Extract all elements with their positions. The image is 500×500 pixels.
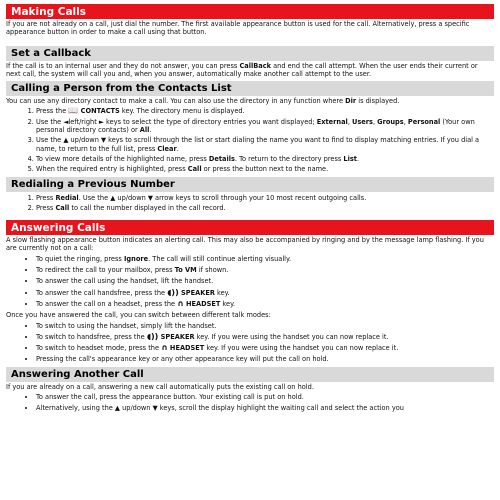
section-heading-answering-another-call: Answering Another Call [6, 367, 494, 382]
list-item: • Pressing the call's appearance key or any other appearance key will put the call on hold. [36, 355, 494, 363]
another-call-bullets [6, 393, 494, 413]
list-item: • To answer the call handsfree, press the ◖)) SPEAKER key. [36, 289, 494, 297]
list-item: • Alternatively, using the ▲ up/down ▼ keys, scroll the display highlight the waiting call and select the action you [36, 404, 494, 412]
talk-mode-bullets [6, 322, 494, 364]
section-heading-set-callback: Set a Callback [6, 46, 494, 61]
contacts-book-icon: 📖 [68, 106, 79, 116]
making-calls-text: If you are not already on a call, just dial the number. The first available appearance button is used for the call. Alternatively, press a specific appearance button in order to make a call using that button. [6, 20, 470, 37]
list-item: • To answer the call, press the appearance button. Your existing call is put on hold. [36, 393, 494, 401]
speaker-icon: ◖)) [167, 287, 179, 297]
page [6, 0, 494, 413]
headset-icon: ∩ [177, 298, 184, 308]
speaker-icon: ◖)) [146, 331, 159, 341]
list-item: 2. Press Call to call the number displayed in the call record. [36, 204, 494, 212]
list-item: • To switch to using the handset, simply lift the handset. [36, 322, 494, 330]
answering-intro: A slow flashing appearance button indicates an alerting call. This may also be accompanied by ringing and by the message lamp flashing. If you are currently not on a call: [6, 236, 484, 253]
list-item: 5. When the required entry is highlighted, press Call or press the button next to the name. [36, 165, 494, 173]
list-item: 2. Use the ◄left/right ► keys to select the type of directory entries you want displayed; External, Users, Groups, Personal (Your own personal directory contacts) or All. [36, 118, 494, 135]
section-heading-answering-calls: Answering Calls [6, 220, 494, 235]
answering-bullets [6, 255, 494, 308]
list-item: • To switch to headset mode, press the ∩ HEADSET key. If you were using the handset you can now replace it. [36, 344, 494, 352]
contacts-steps [6, 107, 494, 173]
list-item: 4. To view more details of the highlighted name, press Details. To return to the directory press List. [36, 155, 494, 163]
list-item: 1. Press the 📖 CONTACTS key. The directory menu is displayed. [36, 107, 494, 115]
contacts-intro: You can use any directory contact to make a call. You can also use the directory in any function where Dir is displayed. [6, 97, 400, 106]
list-item: • To switch to handsfree, press the ◖)) SPEAKER key. If you were using the handset you can now replace it. [36, 333, 494, 341]
list-item: 1. Press Redial. Use the ▲ up/down ▼ arrow keys to scroll through your 10 most recent outgoing calls. [36, 194, 494, 202]
another-call-intro: If you are already on a call, answering a new call automatically puts the existing call on hold. [6, 382, 314, 391]
list-item: • To answer the call using the handset, lift the handset. [36, 277, 494, 285]
section-heading-redial: Redialing a Previous Number [6, 177, 494, 192]
list-item: • To quiet the ringing, press Ignore. The call will still continue alerting visually. [36, 255, 494, 263]
list-item: • To redirect the call to your mailbox, press To VM if shown. [36, 266, 494, 274]
headset-icon: ∩ [161, 343, 168, 353]
section-heading-making-calls: Making Calls [6, 4, 494, 19]
list-item: • To answer the call on a headset, press the ∩ HEADSET key. [36, 300, 494, 308]
callback-text: If the call is to an internal user and they do not answer, you can press CallBack and end the call attempt. When the user ends their current or next call, the system will call you and, when you answer, automatically make another call attempt to the user. [6, 61, 478, 78]
list-item: 3. Use the ▲ up/down ▼ keys to scroll through the list or start dialing the name you want to find to display matching entries. If you dial a name, to return to the full list, press Clear. [36, 136, 494, 153]
section-heading-contacts: Calling a Person from the Contacts List [6, 81, 494, 96]
redial-steps [6, 194, 494, 213]
talk-modes-intro: Once you have answered the call, you can switch between different talk modes: [6, 311, 271, 320]
